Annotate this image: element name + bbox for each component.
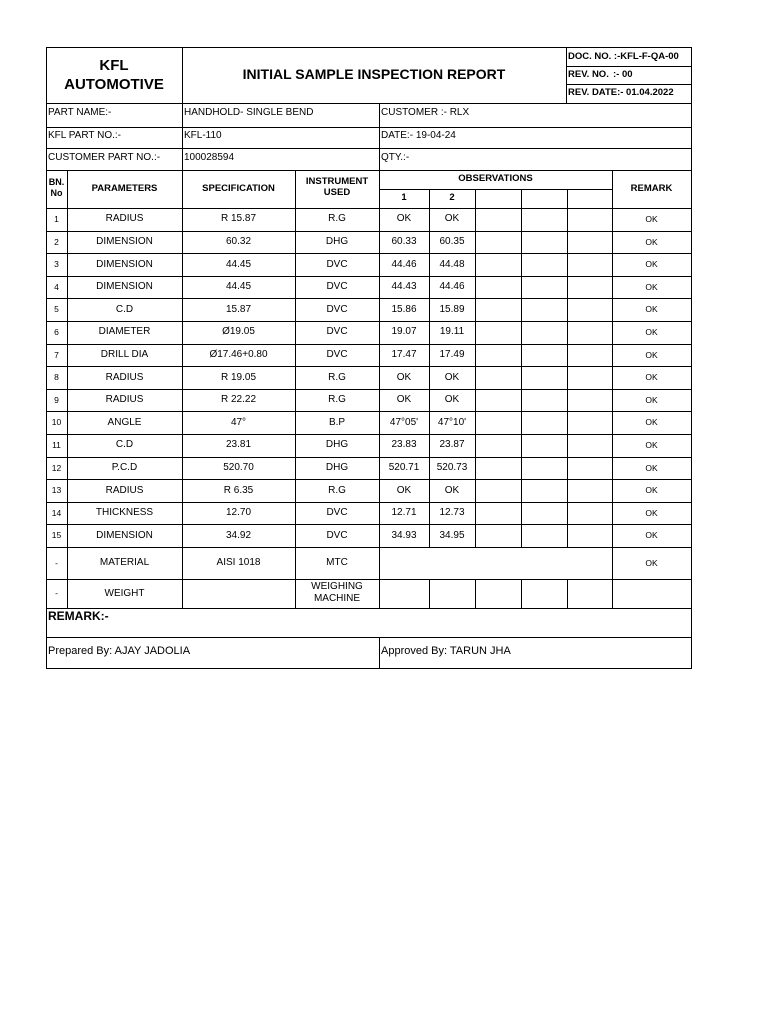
date-field: DATE:- 19-04-24	[381, 130, 456, 141]
col-header-remark: REMARK	[630, 183, 673, 195]
col-header-specification: SPECIFICATION	[202, 183, 275, 195]
row-observation-1: OK	[396, 484, 412, 496]
weight-row-instrument-line2: MACHINE	[313, 593, 361, 604]
row-specification: 34.92	[225, 529, 252, 541]
row-observation-1: 23.83	[391, 439, 417, 451]
col-header-obs-1: 1	[401, 192, 407, 204]
customer-part-no-value: 100028594	[184, 152, 235, 163]
grid-line-h	[46, 127, 692, 128]
row-specification: Ø19.05	[222, 326, 255, 338]
row-observation-1: 44.43	[391, 281, 417, 293]
row-remark: OK	[645, 530, 658, 541]
grid-line-v	[475, 189, 476, 548]
row-number: 10	[51, 417, 62, 428]
table-row-separator	[46, 366, 692, 367]
grid-line-v	[566, 47, 567, 104]
row-observation-2: 520.73	[436, 461, 468, 473]
material-row-parameter: MATERIAL	[99, 557, 150, 568]
part-name-label: PART NAME:-	[48, 107, 112, 118]
col-header-observations: OBSERVATIONS	[458, 173, 533, 185]
row-parameter: DIMENSION	[96, 529, 153, 541]
row-specification: 47°	[230, 416, 247, 428]
weight-row-instrument-line1: WEIGHING	[311, 581, 363, 592]
row-parameter: ANGLE	[107, 416, 142, 428]
grid-line-v	[379, 547, 380, 580]
row-instrument: R.G	[328, 394, 346, 406]
row-remark: OK	[645, 281, 658, 292]
grid-line-h	[566, 84, 692, 85]
row-parameter: RADIUS	[105, 394, 144, 406]
row-instrument: DVC	[326, 507, 348, 519]
row-parameter: DIAMETER	[98, 326, 151, 338]
footer-separator	[46, 637, 692, 638]
row-instrument: R.G	[328, 371, 346, 383]
row-number: 12	[51, 462, 62, 473]
row-instrument: DHG	[325, 235, 349, 247]
row-specification: R 15.87	[220, 213, 257, 225]
kfl-part-no-label: KFL PART NO.:-	[48, 130, 121, 141]
grid-line-v	[429, 579, 430, 609]
row-remark: OK	[645, 304, 658, 315]
border-right	[691, 47, 692, 669]
grid-line-v	[567, 579, 568, 609]
row-number: 3	[54, 259, 59, 270]
row-remark: OK	[645, 440, 658, 451]
row-observation-1: 520.71	[388, 461, 420, 473]
material-row-number: -	[55, 557, 58, 568]
border-bottom	[46, 668, 692, 669]
table-row-separator	[46, 457, 692, 458]
table-row-separator	[46, 547, 692, 548]
prepared-by: Prepared By: AJAY JADOLIA	[48, 644, 191, 657]
grid-line-h	[46, 208, 692, 209]
row-parameter: C.D	[115, 303, 134, 315]
table-row-separator	[46, 608, 692, 609]
report-title: INITIAL SAMPLE INSPECTION REPORT	[242, 66, 506, 82]
row-parameter: DIMENSION	[96, 235, 153, 247]
row-specification: 44.45	[225, 258, 252, 270]
row-number: 8	[54, 372, 59, 383]
row-observation-1: OK	[396, 371, 412, 383]
row-parameter: RADIUS	[105, 484, 144, 496]
table-row-separator	[46, 321, 692, 322]
row-observation-1: OK	[396, 213, 412, 225]
grid-line-h	[566, 66, 692, 67]
approved-by: Approved By: TARUN JHA	[381, 644, 511, 657]
row-parameter: DRILL DIA	[100, 348, 149, 360]
row-observation-2: 17.49	[439, 348, 465, 360]
table-row-separator	[46, 579, 692, 580]
row-instrument: DVC	[326, 326, 348, 338]
footer-divider	[379, 637, 380, 669]
rev-date: REV. DATE:- 01.04.2022	[568, 87, 674, 99]
row-instrument: R.G	[328, 213, 346, 225]
row-number: 5	[54, 304, 59, 315]
table-row-separator	[46, 389, 692, 390]
row-observation-2: 15.89	[439, 303, 465, 315]
remark-label: REMARK:-	[48, 609, 109, 623]
rev-no-label: REV. NO.	[568, 69, 609, 81]
table-row-separator	[46, 502, 692, 503]
customer-part-no-label: CUSTOMER PART NO.:-	[48, 152, 161, 163]
col-header-instrument-line1: INSTRUMENT	[305, 176, 369, 188]
row-observation-1: 12.71	[391, 507, 417, 519]
row-number: 2	[54, 236, 59, 247]
row-parameter: DIMENSION	[96, 258, 153, 270]
row-remark: OK	[645, 372, 658, 383]
row-specification: 12.70	[225, 507, 252, 519]
row-instrument: R.G	[328, 484, 346, 496]
row-number: 15	[51, 530, 62, 541]
row-number: 7	[54, 349, 59, 360]
row-number: 4	[54, 281, 59, 292]
border-top	[46, 47, 692, 48]
row-number: 9	[54, 394, 59, 405]
weight-row-number: -	[55, 588, 58, 599]
row-observation-2: 34.95	[439, 529, 465, 541]
company-name-line2: AUTOMOTIVE	[64, 75, 164, 93]
kfl-part-no-value: KFL-110	[184, 130, 222, 141]
row-observation-2: OK	[444, 484, 460, 496]
grid-line-v	[521, 579, 522, 609]
rev-no-value: :- 00	[613, 69, 633, 81]
row-observation-1: OK	[396, 394, 412, 406]
inspection-report-sheet	[46, 47, 691, 668]
row-observation-2: 44.48	[439, 258, 465, 270]
table-row-separator	[46, 434, 692, 435]
table-row-separator	[46, 253, 692, 254]
grid-line-v	[521, 189, 522, 548]
row-observation-2: 23.87	[439, 439, 465, 451]
grid-line-v	[567, 189, 568, 548]
grid-line-v	[182, 579, 183, 609]
row-instrument: DVC	[326, 281, 348, 293]
row-number: 1	[54, 214, 59, 225]
row-parameter: RADIUS	[105, 213, 144, 225]
row-parameter: THICKNESS	[95, 507, 154, 519]
row-remark: OK	[645, 462, 658, 473]
col-header-bn-line1: BN.	[48, 176, 65, 187]
row-parameter: C.D	[115, 439, 134, 451]
row-number: 11	[52, 440, 61, 451]
row-remark: OK	[645, 394, 658, 405]
row-instrument: DVC	[326, 529, 348, 541]
qty-field: QTY.:-	[381, 152, 410, 163]
row-specification: 520.70	[223, 461, 254, 473]
row-observation-1: 44.46	[391, 258, 417, 270]
table-row-separator	[46, 479, 692, 480]
col-header-instrument-line2: USED	[323, 187, 351, 199]
row-specification: R 19.05	[220, 371, 257, 383]
material-row-instrument: MTC	[326, 557, 348, 568]
grid-line-v	[379, 103, 380, 171]
row-parameter: P.C.D	[111, 461, 138, 473]
grid-line-h	[379, 189, 613, 190]
col-header-obs-2: 2	[449, 192, 455, 204]
row-remark: OK	[645, 214, 658, 225]
row-specification: R 6.35	[223, 484, 254, 496]
customer-field: CUSTOMER :- RLX	[381, 107, 470, 118]
row-observation-2: 12.73	[439, 507, 465, 519]
row-observation-1: 34.93	[391, 529, 417, 541]
grid-line-v	[612, 579, 613, 609]
company-name-line1: KFL	[99, 56, 129, 74]
row-remark: OK	[645, 485, 658, 496]
grid-line-v	[182, 103, 183, 171]
col-header-parameters: PARAMETERS	[91, 183, 158, 195]
table-row-separator	[46, 344, 692, 345]
grid-line-h	[46, 148, 692, 149]
row-observation-2: 19.11	[439, 326, 465, 338]
grid-line-h	[46, 103, 692, 104]
row-observation-2: 60.35	[439, 235, 465, 247]
col-header-bn-line2: No	[50, 187, 63, 198]
row-observation-1: 15.86	[391, 303, 417, 315]
row-observation-1: 47°05'	[389, 416, 419, 428]
row-remark: OK	[645, 236, 658, 247]
row-observation-2: OK	[444, 213, 460, 225]
row-remark: OK	[645, 417, 658, 428]
row-remark: OK	[645, 507, 658, 518]
row-number: 6	[54, 327, 59, 338]
row-observation-1: 60.33	[391, 235, 417, 247]
table-row-separator	[46, 298, 692, 299]
row-observation-2: 47°10'	[437, 416, 467, 428]
row-observation-2: OK	[444, 394, 460, 406]
row-observation-1: 17.47	[391, 348, 417, 360]
table-row-separator	[46, 231, 692, 232]
row-observation-2: OK	[444, 371, 460, 383]
doc-no: DOC. NO. :-KFL-F-QA-00	[568, 51, 679, 63]
row-remark: OK	[645, 349, 658, 360]
grid-line-v	[379, 579, 380, 609]
row-instrument: DHG	[325, 461, 349, 473]
row-remark: OK	[645, 327, 658, 338]
row-observation-1: 19.07	[391, 326, 417, 338]
row-parameter: DIMENSION	[96, 281, 153, 293]
row-parameter: RADIUS	[105, 371, 144, 383]
row-number: 14	[51, 507, 62, 518]
row-specification: 15.87	[225, 303, 252, 315]
weight-row-parameter: WEIGHT	[104, 587, 145, 599]
table-row-separator	[46, 276, 692, 277]
grid-line-h	[46, 170, 692, 171]
part-name-value: HANDHOLD- SINGLE BEND	[184, 107, 314, 118]
row-specification: 44.45	[225, 281, 252, 293]
row-specification: 60.32	[225, 235, 252, 247]
row-instrument: B.P	[328, 416, 346, 428]
row-instrument: DVC	[326, 258, 348, 270]
row-instrument: DVC	[326, 348, 348, 360]
row-specification: Ø17.46+0.80	[209, 348, 268, 360]
row-instrument: DVC	[326, 303, 348, 315]
row-observation-2: 44.46	[439, 281, 465, 293]
row-specification: R 22.22	[220, 394, 257, 406]
material-row-specification: AISI 1018	[216, 557, 261, 568]
row-specification: 23.81	[225, 439, 252, 451]
row-instrument: DHG	[325, 439, 349, 451]
table-row-separator	[46, 524, 692, 525]
material-row-remark: OK	[645, 557, 658, 568]
row-number: 13	[51, 485, 62, 496]
table-row-separator	[46, 411, 692, 412]
grid-line-v	[475, 579, 476, 609]
row-remark: OK	[645, 259, 658, 270]
